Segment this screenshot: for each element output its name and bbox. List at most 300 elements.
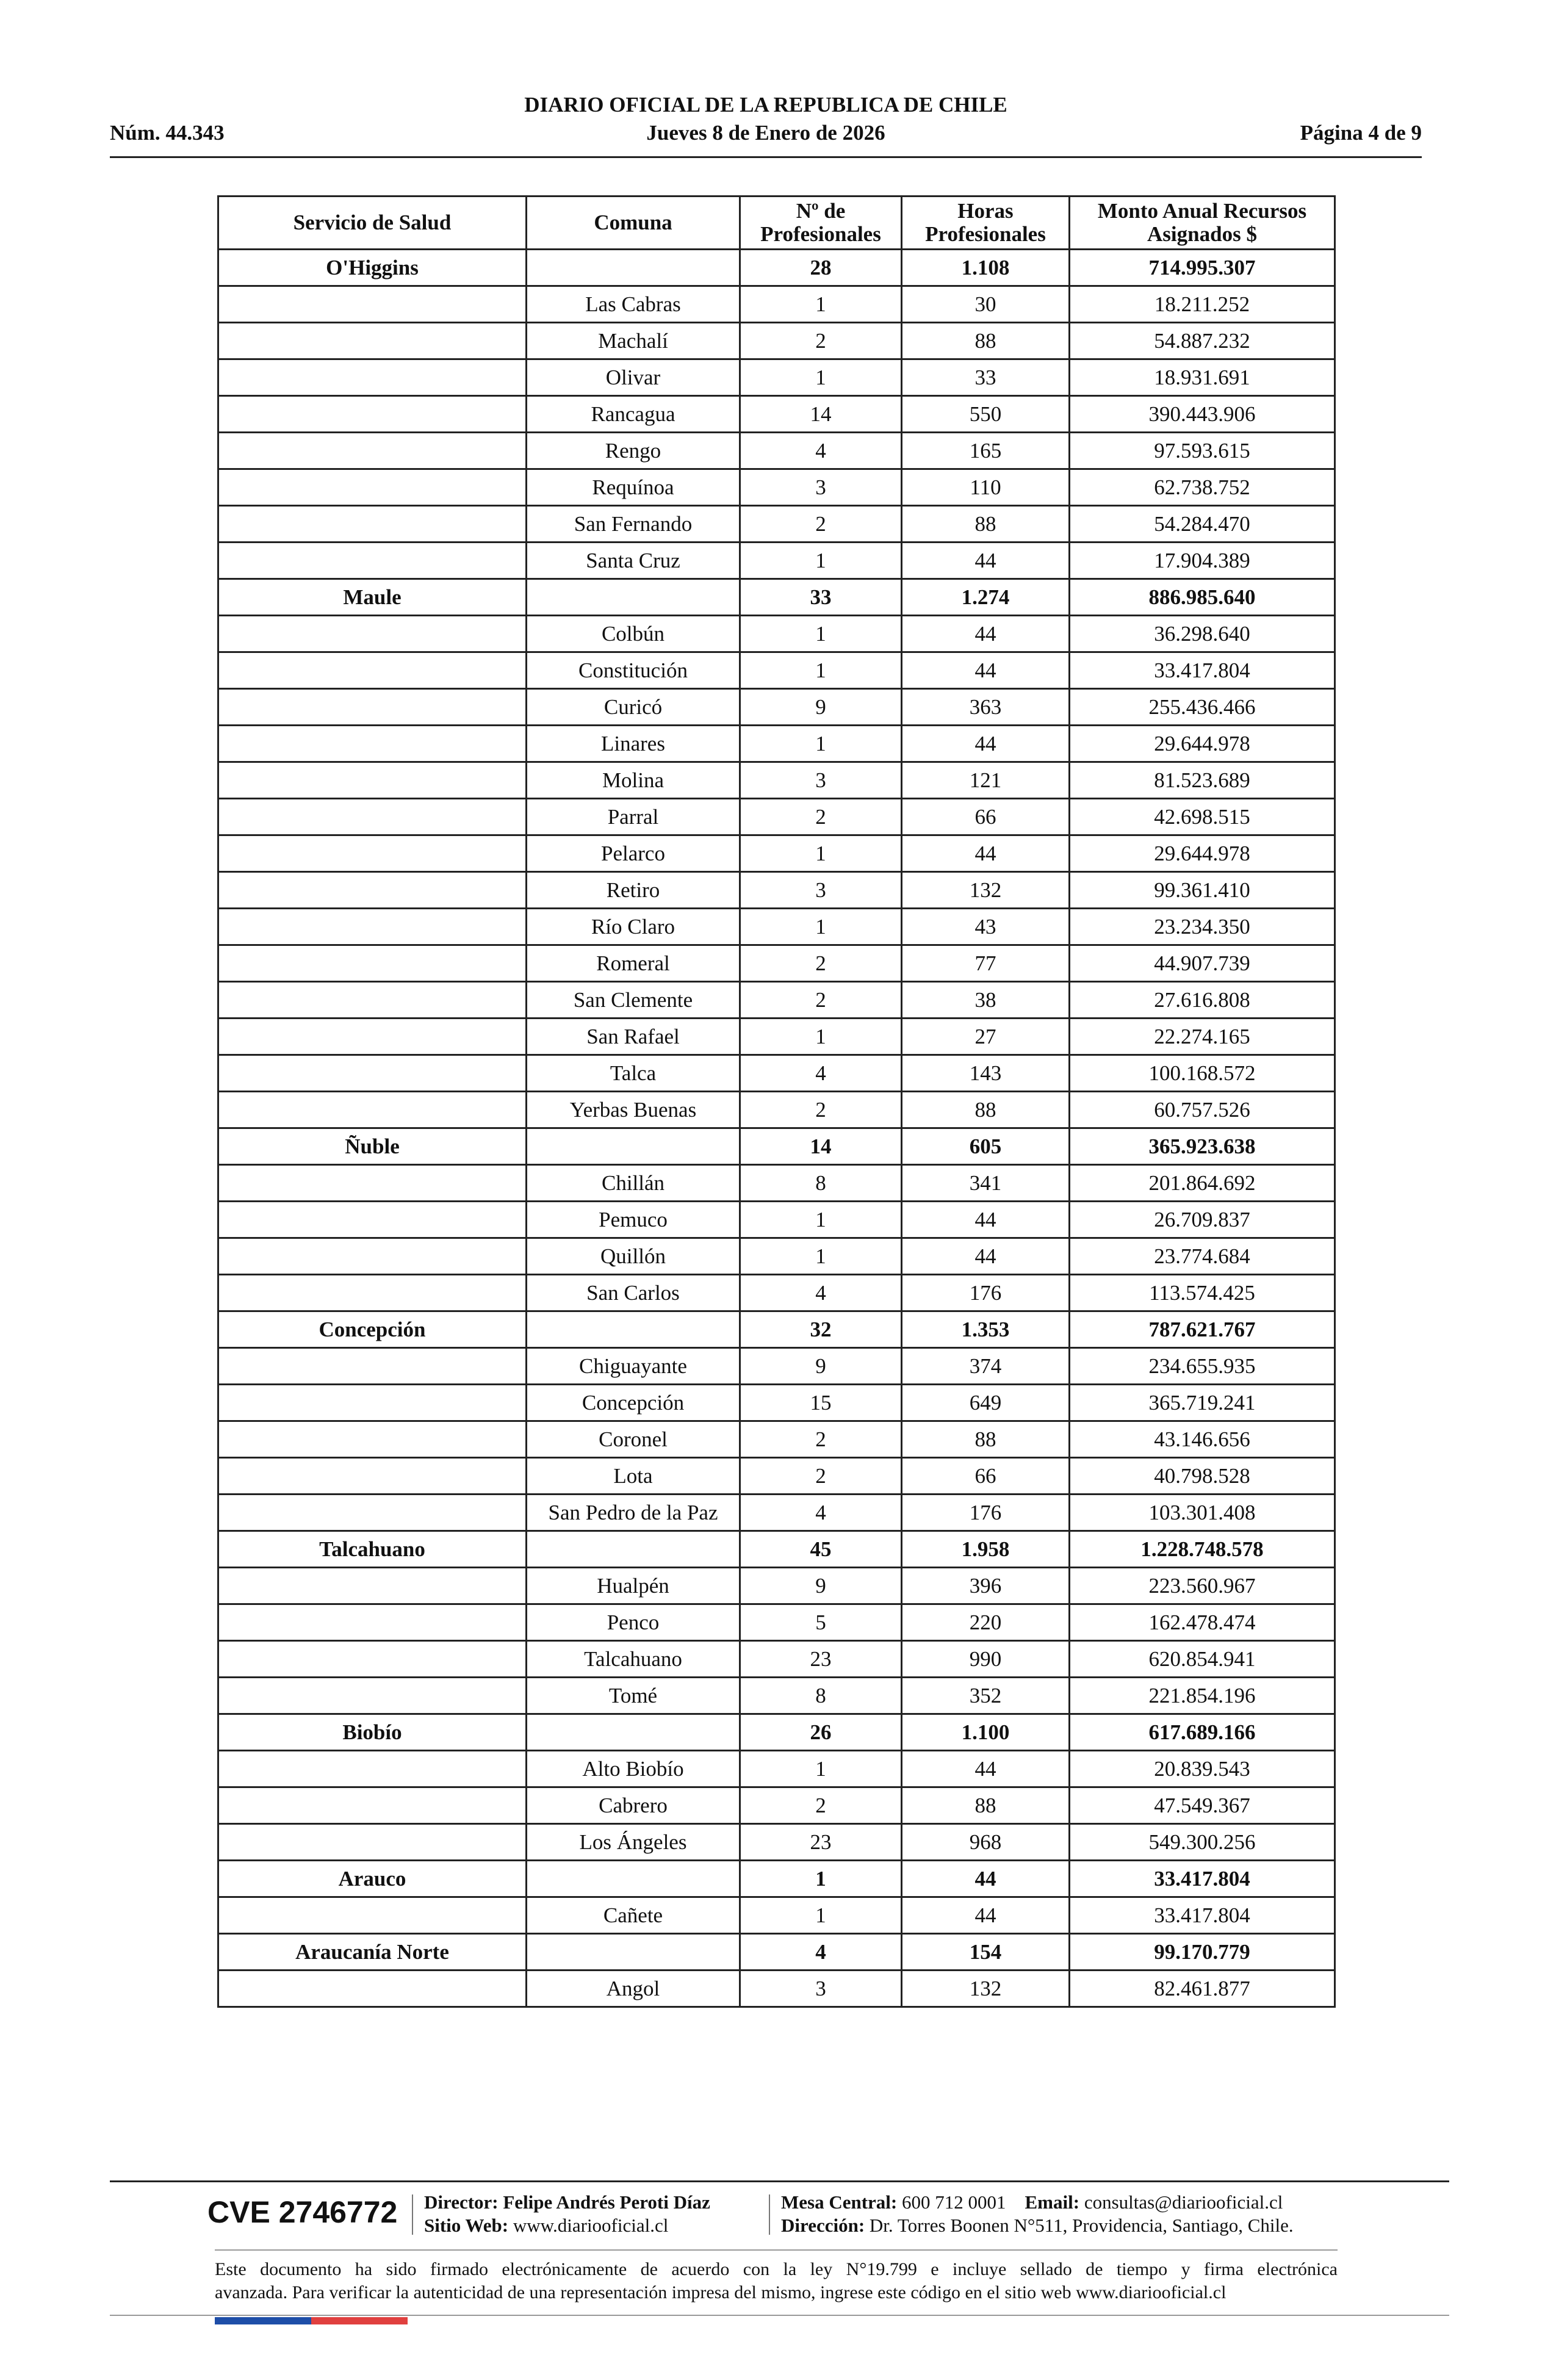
cell-monto: 886.985.640 xyxy=(1070,579,1335,616)
cell-profesionales: 14 xyxy=(740,396,902,433)
director-label: Director: xyxy=(424,2191,499,2213)
table-row-total xyxy=(218,1128,1335,1165)
cell-horas: 44 xyxy=(902,1238,1070,1275)
cell-servicio xyxy=(218,1678,527,1714)
newspaper-title: DIARIO OFICIAL DE LA REPUBLICA DE CHILE xyxy=(524,93,1007,117)
table-row xyxy=(218,872,1335,909)
cell-comuna: San Rafael xyxy=(527,1019,740,1055)
cell-monto: 620.854.941 xyxy=(1070,1641,1335,1678)
cell-comuna: Santa Cruz xyxy=(527,543,740,579)
cell-profesionales: 2 xyxy=(740,1421,902,1458)
cell-servicio xyxy=(218,1495,527,1531)
table-row xyxy=(218,359,1335,396)
table-row xyxy=(218,1604,1335,1641)
table-row xyxy=(218,1348,1335,1385)
cell-servicio xyxy=(218,1275,527,1311)
table-row-total xyxy=(218,1311,1335,1348)
cell-servicio xyxy=(218,1971,527,2007)
table-header-row xyxy=(218,197,1335,250)
table-row xyxy=(218,506,1335,543)
cell-servicio xyxy=(218,1641,527,1678)
cell-horas: 341 xyxy=(902,1165,1070,1202)
table-row xyxy=(218,1275,1335,1311)
issue-number: Núm. 44.343 xyxy=(110,121,225,145)
table-row xyxy=(218,1458,1335,1495)
table-row-total xyxy=(218,1861,1335,1897)
cell-horas: 396 xyxy=(902,1568,1070,1604)
resources-table xyxy=(217,195,1336,2008)
cell-profesionales: 2 xyxy=(740,1092,902,1128)
cell-monto: 365.923.638 xyxy=(1070,1128,1335,1165)
cell-monto: 549.300.256 xyxy=(1070,1824,1335,1861)
cell-comuna: Talcahuano xyxy=(527,1641,740,1678)
table-row-total xyxy=(218,579,1335,616)
cell-comuna: Cañete xyxy=(527,1897,740,1934)
cell-horas: 88 xyxy=(902,323,1070,359)
cell-profesionales: 33 xyxy=(740,579,902,616)
cell-profesionales: 23 xyxy=(740,1824,902,1861)
cell-monto: 36.298.640 xyxy=(1070,616,1335,652)
cell-monto: 97.593.615 xyxy=(1070,433,1335,469)
cell-horas: 44 xyxy=(902,835,1070,872)
cell-servicio xyxy=(218,359,527,396)
cell-monto: 82.461.877 xyxy=(1070,1971,1335,2007)
cell-monto: 99.170.779 xyxy=(1070,1934,1335,1971)
table-row xyxy=(218,543,1335,579)
cell-monto: 223.560.967 xyxy=(1070,1568,1335,1604)
cell-monto: 787.621.767 xyxy=(1070,1311,1335,1348)
cell-horas: 44 xyxy=(902,616,1070,652)
cell-profesionales: 3 xyxy=(740,762,902,799)
cell-comuna: Río Claro xyxy=(527,909,740,945)
issue-date: Jueves 8 de Enero de 2026 xyxy=(646,121,885,145)
cell-horas: 38 xyxy=(902,982,1070,1019)
cell-servicio xyxy=(218,1458,527,1495)
cell-servicio xyxy=(218,433,527,469)
cell-profesionales: 3 xyxy=(740,872,902,909)
cell-monto: 27.616.808 xyxy=(1070,982,1335,1019)
cell-comuna: Angol xyxy=(527,1971,740,2007)
column-header-comuna: Comuna xyxy=(527,197,740,250)
cell-servicio xyxy=(218,1385,527,1421)
footer-director-block xyxy=(424,2191,710,2237)
cell-servicio xyxy=(218,1055,527,1092)
cell-profesionales: 5 xyxy=(740,1604,902,1641)
cell-monto: 201.864.692 xyxy=(1070,1165,1335,1202)
cell-servicio: Maule xyxy=(218,579,527,616)
cell-horas: 44 xyxy=(902,1751,1070,1787)
table-row xyxy=(218,323,1335,359)
table-row xyxy=(218,652,1335,689)
table-row xyxy=(218,396,1335,433)
table-row xyxy=(218,1421,1335,1458)
cell-monto: 33.417.804 xyxy=(1070,1897,1335,1934)
cell-monto: 390.443.906 xyxy=(1070,396,1335,433)
table-row xyxy=(218,909,1335,945)
cell-servicio xyxy=(218,909,527,945)
cell-horas: 968 xyxy=(902,1824,1070,1861)
cell-comuna: Chiguayante xyxy=(527,1348,740,1385)
cell-servicio xyxy=(218,726,527,762)
cell-profesionales: 2 xyxy=(740,506,902,543)
cell-profesionales: 1 xyxy=(740,726,902,762)
cell-comuna xyxy=(527,1311,740,1348)
table-row xyxy=(218,1238,1335,1275)
cell-horas: 44 xyxy=(902,726,1070,762)
table-row xyxy=(218,799,1335,835)
table-row-total xyxy=(218,1531,1335,1568)
cell-monto: 62.738.752 xyxy=(1070,469,1335,506)
table-row xyxy=(218,616,1335,652)
cell-monto: 44.907.739 xyxy=(1070,945,1335,982)
cell-profesionales: 8 xyxy=(740,1678,902,1714)
cell-monto: 113.574.425 xyxy=(1070,1275,1335,1311)
cell-servicio: Biobío xyxy=(218,1714,527,1751)
cell-comuna: Parral xyxy=(527,799,740,835)
cell-servicio xyxy=(218,762,527,799)
cell-monto: 54.887.232 xyxy=(1070,323,1335,359)
cell-profesionales: 1 xyxy=(740,1861,902,1897)
cell-profesionales: 1 xyxy=(740,1019,902,1055)
table-row xyxy=(218,689,1335,726)
cell-horas: 649 xyxy=(902,1385,1070,1421)
mesa-label: Mesa Central: xyxy=(781,2191,898,2213)
cell-horas: 143 xyxy=(902,1055,1070,1092)
cell-servicio xyxy=(218,1019,527,1055)
cell-comuna: Chillán xyxy=(527,1165,740,1202)
column-header-profesionales: Nº de Profesionales xyxy=(740,197,902,250)
cell-monto: 1.228.748.578 xyxy=(1070,1531,1335,1568)
cell-profesionales: 9 xyxy=(740,1568,902,1604)
cell-comuna xyxy=(527,1861,740,1897)
cell-comuna: Coronel xyxy=(527,1421,740,1458)
cell-horas: 176 xyxy=(902,1275,1070,1311)
cell-comuna: Penco xyxy=(527,1604,740,1641)
cell-servicio xyxy=(218,1165,527,1202)
cell-horas: 88 xyxy=(902,1787,1070,1824)
cell-servicio xyxy=(218,323,527,359)
cell-horas: 27 xyxy=(902,1019,1070,1055)
cell-profesionales: 2 xyxy=(740,799,902,835)
cell-profesionales: 1 xyxy=(740,652,902,689)
cell-horas: 88 xyxy=(902,506,1070,543)
table-body xyxy=(218,250,1335,2007)
table-row xyxy=(218,1787,1335,1824)
table-row xyxy=(218,1897,1335,1934)
direccion-label: Dirección: xyxy=(781,2215,865,2236)
email-label: Email: xyxy=(1025,2191,1080,2213)
cell-comuna: Pelarco xyxy=(527,835,740,872)
cell-horas: 44 xyxy=(902,543,1070,579)
cell-horas: 605 xyxy=(902,1128,1070,1165)
cell-profesionales: 14 xyxy=(740,1128,902,1165)
cell-horas: 33 xyxy=(902,359,1070,396)
cell-horas: 990 xyxy=(902,1641,1070,1678)
cell-servicio xyxy=(218,1421,527,1458)
cell-monto: 26.709.837 xyxy=(1070,1202,1335,1238)
legal-line-2: avanzada. Para verificar la autenticidad de una representación impresa del mismo, ingrese este código en el sitio web www.diariooficial.cl xyxy=(215,2282,1226,2302)
director-name: Felipe Andrés Peroti Díaz xyxy=(503,2191,710,2213)
cell-horas: 550 xyxy=(902,396,1070,433)
cell-comuna: Machalí xyxy=(527,323,740,359)
cell-servicio xyxy=(218,1751,527,1787)
cell-monto: 234.655.935 xyxy=(1070,1348,1335,1385)
legal-line-1: Este documento ha sido firmado electrónicamente de acuerdo con la ley N°19.799 e incluye sellado de tiempo y firma electrónica xyxy=(215,2259,1338,2279)
cell-servicio xyxy=(218,652,527,689)
cell-profesionales: 45 xyxy=(740,1531,902,1568)
cell-profesionales: 1 xyxy=(740,1751,902,1787)
cell-monto: 103.301.408 xyxy=(1070,1495,1335,1531)
cell-monto: 23.774.684 xyxy=(1070,1238,1335,1275)
cell-comuna: San Fernando xyxy=(527,506,740,543)
cell-horas: 220 xyxy=(902,1604,1070,1641)
cell-horas: 176 xyxy=(902,1495,1070,1531)
cell-profesionales: 3 xyxy=(740,1971,902,2007)
cell-horas: 66 xyxy=(902,1458,1070,1495)
cell-profesionales: 3 xyxy=(740,469,902,506)
cell-monto: 20.839.543 xyxy=(1070,1751,1335,1787)
cell-servicio xyxy=(218,1202,527,1238)
cell-servicio xyxy=(218,1092,527,1128)
table-row xyxy=(218,1055,1335,1092)
cell-servicio xyxy=(218,799,527,835)
cell-comuna: Olivar xyxy=(527,359,740,396)
table-row xyxy=(218,982,1335,1019)
cell-monto: 714.995.307 xyxy=(1070,250,1335,286)
cell-comuna: Rancagua xyxy=(527,396,740,433)
cell-monto: 40.798.528 xyxy=(1070,1458,1335,1495)
web-link[interactable]: www.diariooficial.cl xyxy=(513,2215,669,2236)
table-row xyxy=(218,1385,1335,1421)
cell-comuna: San Pedro de la Paz xyxy=(527,1495,740,1531)
cell-servicio xyxy=(218,835,527,872)
cell-profesionales: 23 xyxy=(740,1641,902,1678)
cell-monto: 47.549.367 xyxy=(1070,1787,1335,1824)
cell-comuna: Alto Biobío xyxy=(527,1751,740,1787)
cell-servicio xyxy=(218,396,527,433)
cell-horas: 132 xyxy=(902,872,1070,909)
table-row xyxy=(218,1202,1335,1238)
cell-horas: 1.108 xyxy=(902,250,1070,286)
cell-profesionales: 4 xyxy=(740,1275,902,1311)
cell-comuna: Tomé xyxy=(527,1678,740,1714)
cell-horas: 44 xyxy=(902,1897,1070,1934)
table-row xyxy=(218,1019,1335,1055)
table-row xyxy=(218,835,1335,872)
cell-comuna: Yerbas Buenas xyxy=(527,1092,740,1128)
cell-monto: 617.689.166 xyxy=(1070,1714,1335,1751)
cell-profesionales: 2 xyxy=(740,945,902,982)
footer-divider-mid xyxy=(215,2249,1338,2251)
cell-monto: 17.904.389 xyxy=(1070,543,1335,579)
cell-comuna: San Carlos xyxy=(527,1275,740,1311)
cell-comuna: Curicó xyxy=(527,689,740,726)
cell-profesionales: 2 xyxy=(740,323,902,359)
cell-servicio xyxy=(218,945,527,982)
cell-comuna xyxy=(527,250,740,286)
table-row xyxy=(218,1971,1335,2007)
cell-horas: 154 xyxy=(902,1934,1070,1971)
footer-separator xyxy=(412,2194,413,2235)
cell-profesionales: 26 xyxy=(740,1714,902,1751)
cell-horas: 352 xyxy=(902,1678,1070,1714)
cell-comuna: Pemuco xyxy=(527,1202,740,1238)
cell-comuna xyxy=(527,1714,740,1751)
cell-monto: 60.757.526 xyxy=(1070,1092,1335,1128)
cell-horas: 30 xyxy=(902,286,1070,323)
cell-horas: 132 xyxy=(902,1971,1070,2007)
cell-servicio: Talcahuano xyxy=(218,1531,527,1568)
cell-comuna: Talca xyxy=(527,1055,740,1092)
cell-monto: 29.644.978 xyxy=(1070,726,1335,762)
address: Dr. Torres Boonen N°511, Providencia, Santiago, Chile. xyxy=(869,2215,1294,2236)
cell-profesionales: 1 xyxy=(740,616,902,652)
cell-comuna: Romeral xyxy=(527,945,740,982)
cell-horas: 44 xyxy=(902,652,1070,689)
cell-profesionales: 2 xyxy=(740,982,902,1019)
cell-profesionales: 28 xyxy=(740,250,902,286)
table-row xyxy=(218,1751,1335,1787)
table-row xyxy=(218,286,1335,323)
cell-horas: 121 xyxy=(902,762,1070,799)
cell-profesionales: 2 xyxy=(740,1787,902,1824)
table-row-total xyxy=(218,1714,1335,1751)
cell-comuna: Lota xyxy=(527,1458,740,1495)
cell-comuna: Quillón xyxy=(527,1238,740,1275)
cell-comuna xyxy=(527,1934,740,1971)
cell-profesionales: 1 xyxy=(740,1897,902,1934)
cell-horas: 1.353 xyxy=(902,1311,1070,1348)
cell-servicio xyxy=(218,1348,527,1385)
cell-comuna: Colbún xyxy=(527,616,740,652)
cell-horas: 77 xyxy=(902,945,1070,982)
cell-monto: 33.417.804 xyxy=(1070,652,1335,689)
cell-comuna: Cabrero xyxy=(527,1787,740,1824)
page-footer xyxy=(207,2191,1336,2240)
cell-comuna: Los Ángeles xyxy=(527,1824,740,1861)
cell-servicio xyxy=(218,1238,527,1275)
table-row xyxy=(218,1824,1335,1861)
cell-monto: 42.698.515 xyxy=(1070,799,1335,835)
cell-profesionales: 9 xyxy=(740,1348,902,1385)
page-header xyxy=(110,93,1422,154)
header-divider xyxy=(110,156,1422,158)
table-row xyxy=(218,762,1335,799)
cell-monto: 100.168.572 xyxy=(1070,1055,1335,1092)
cell-comuna xyxy=(527,579,740,616)
cell-monto: 29.644.978 xyxy=(1070,835,1335,872)
cell-comuna: Constitución xyxy=(527,652,740,689)
cell-profesionales: 4 xyxy=(740,1495,902,1531)
cell-profesionales: 32 xyxy=(740,1311,902,1348)
cell-servicio: Arauco xyxy=(218,1861,527,1897)
table-row xyxy=(218,726,1335,762)
cell-profesionales: 9 xyxy=(740,689,902,726)
cell-comuna: Requínoa xyxy=(527,469,740,506)
cell-comuna: Concepción xyxy=(527,1385,740,1421)
table-row xyxy=(218,1641,1335,1678)
cve-code: CVE 2746772 xyxy=(207,2195,398,2229)
flag-stripe-blue xyxy=(215,2317,311,2324)
cell-horas: 88 xyxy=(902,1421,1070,1458)
cell-comuna: Retiro xyxy=(527,872,740,909)
cell-comuna: San Clemente xyxy=(527,982,740,1019)
cell-horas: 44 xyxy=(902,1202,1070,1238)
email-link[interactable]: consultas@diariooficial.cl xyxy=(1084,2191,1283,2213)
table-row xyxy=(218,1678,1335,1714)
table-row xyxy=(218,1568,1335,1604)
cell-comuna xyxy=(527,1128,740,1165)
cell-servicio xyxy=(218,872,527,909)
table-row-total xyxy=(218,1934,1335,1971)
cell-servicio xyxy=(218,1787,527,1824)
cell-servicio xyxy=(218,616,527,652)
cell-profesionales: 1 xyxy=(740,835,902,872)
cell-monto: 22.274.165 xyxy=(1070,1019,1335,1055)
cell-monto: 162.478.474 xyxy=(1070,1604,1335,1641)
cell-servicio xyxy=(218,286,527,323)
cell-monto: 99.361.410 xyxy=(1070,872,1335,909)
cell-horas: 44 xyxy=(902,1861,1070,1897)
table-row xyxy=(218,1092,1335,1128)
cell-servicio xyxy=(218,1897,527,1934)
cell-monto: 54.284.470 xyxy=(1070,506,1335,543)
table-row-total xyxy=(218,250,1335,286)
cell-servicio xyxy=(218,469,527,506)
table-row xyxy=(218,1495,1335,1531)
cell-monto: 81.523.689 xyxy=(1070,762,1335,799)
cell-horas: 43 xyxy=(902,909,1070,945)
table-row xyxy=(218,945,1335,982)
cell-horas: 374 xyxy=(902,1348,1070,1385)
cell-comuna: Hualpén xyxy=(527,1568,740,1604)
table-row xyxy=(218,433,1335,469)
flag-stripe-red xyxy=(311,2317,408,2324)
column-header-horas: Horas Profesionales xyxy=(902,197,1070,250)
cell-profesionales: 4 xyxy=(740,433,902,469)
cell-profesionales: 1 xyxy=(740,543,902,579)
cell-comuna: Rengo xyxy=(527,433,740,469)
cell-profesionales: 15 xyxy=(740,1385,902,1421)
cell-servicio xyxy=(218,506,527,543)
legal-notice xyxy=(215,2258,1338,2304)
cell-servicio xyxy=(218,543,527,579)
footer-contact-block xyxy=(781,2191,1294,2237)
cell-horas: 88 xyxy=(902,1092,1070,1128)
page-number: Página 4 de 9 xyxy=(1300,121,1422,145)
cell-servicio xyxy=(218,689,527,726)
table-row xyxy=(218,469,1335,506)
cell-profesionales: 1 xyxy=(740,1238,902,1275)
footer-separator xyxy=(769,2194,770,2235)
cell-profesionales: 1 xyxy=(740,359,902,396)
cell-horas: 66 xyxy=(902,799,1070,835)
cell-monto: 18.931.691 xyxy=(1070,359,1335,396)
cell-monto: 33.417.804 xyxy=(1070,1861,1335,1897)
cell-servicio xyxy=(218,1568,527,1604)
cell-horas: 1.100 xyxy=(902,1714,1070,1751)
column-header-servicio: Servicio de Salud xyxy=(218,197,527,250)
cell-profesionales: 1 xyxy=(740,286,902,323)
cell-horas: 1.958 xyxy=(902,1531,1070,1568)
cell-servicio xyxy=(218,1604,527,1641)
cell-profesionales: 4 xyxy=(740,1055,902,1092)
cell-servicio: Concepción xyxy=(218,1311,527,1348)
cell-monto: 43.146.656 xyxy=(1070,1421,1335,1458)
cell-profesionales: 8 xyxy=(740,1165,902,1202)
cell-monto: 255.436.466 xyxy=(1070,689,1335,726)
web-label: Sitio Web: xyxy=(424,2215,509,2236)
